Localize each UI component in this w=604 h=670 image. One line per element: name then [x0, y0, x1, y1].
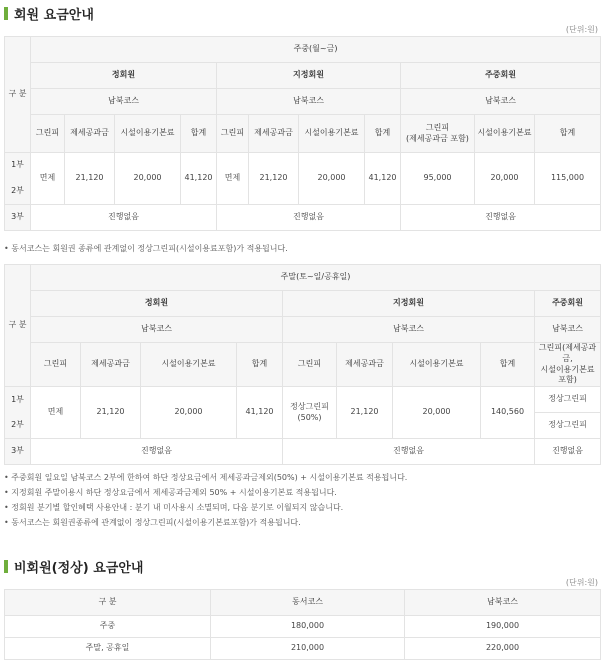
weekday-fee-table [4, 36, 601, 231]
period-header: 주중(월~금) [31, 37, 601, 63]
col-header: 시설이용기본료 [475, 115, 535, 153]
member-fee-title [4, 4, 94, 23]
fee-cell: 21,120 [337, 387, 393, 439]
nonmember-col-header: 구 분 [5, 590, 211, 616]
course-header: 남북코스 [31, 317, 283, 343]
note-item: • 지정회원 주말이용시 하단 정상요금에서 제세공과금제외 50% + 시설이용기본료 적용됩니다. [4, 488, 337, 497]
course-header: 남북코스 [217, 89, 401, 115]
fee-cell: 210,000 [211, 638, 405, 660]
col-header: 제세공과금 [249, 115, 299, 153]
row-label: 1부 [5, 387, 31, 413]
fee-cell: 20,000 [141, 387, 237, 439]
no-progress-cell: 진행없음 [283, 439, 535, 465]
gubun-header: 구 분 [5, 265, 31, 387]
no-progress-cell: 진행없음 [31, 439, 283, 465]
table-row [5, 638, 601, 660]
row-label: 2부 [5, 413, 31, 439]
fee-cell: 20,000 [393, 387, 481, 439]
col-header: 그린피 [31, 115, 65, 153]
col-header: 합계 [481, 343, 535, 387]
weekend-fee-table [4, 264, 601, 465]
fee-cell: 21,120 [65, 153, 115, 205]
unit-label: (단위:원) [565, 578, 598, 587]
note-item: • 주중회원 일요일 남북코스 2부에 한하여 하단 정상요금에서 제세공과금제외(50%) + 시설이용기본료 적용됩니다. [4, 473, 408, 482]
fee-cell: 190,000 [405, 616, 601, 638]
row-label: 3부 [5, 439, 31, 465]
nonmember-col-header: 남북코스 [405, 590, 601, 616]
no-progress-cell: 진행없음 [31, 205, 217, 231]
nonmember-col-header: 동서코스 [211, 590, 405, 616]
fee-cell: 20,000 [475, 153, 535, 205]
col-header: 합계 [181, 115, 217, 153]
col-header: 그린피 (제세공과금 포함) [401, 115, 475, 153]
nonmember-fee-title [4, 557, 143, 576]
member-type-header: 정회원 [31, 291, 283, 317]
fee-cell: 20,000 [299, 153, 365, 205]
fee-cell: 면제 [217, 153, 249, 205]
col-header: 시설이용기본료 [141, 343, 237, 387]
fee-cell: 면제 [31, 153, 65, 205]
col-header: 시설이용기본료 [393, 343, 481, 387]
fee-cell: 정상그린피 (50%) [283, 387, 337, 439]
col-header: 합계 [535, 115, 601, 153]
row-label: 2부 [5, 179, 31, 205]
course-header: 남북코스 [535, 317, 601, 343]
course-header: 남북코스 [401, 89, 601, 115]
fee-cell: 180,000 [211, 616, 405, 638]
fee-cell: 140,560 [481, 387, 535, 439]
title-accent-bar [4, 7, 8, 20]
period-header: 주말(토~일/공휴일) [31, 265, 601, 291]
note-item: • 동서코스는 회원권 종류에 관계없이 정상그린피(시설이용료포함)가 적용됩니다. [4, 244, 288, 253]
table-row [5, 616, 601, 638]
row-label: 주중 [5, 616, 211, 638]
fee-cell: 정상그린피 [535, 413, 601, 439]
fee-cell: 95,000 [401, 153, 475, 205]
fee-cell: 면제 [31, 387, 81, 439]
row-label: 1부 [5, 153, 31, 179]
unit-label: (단위:원) [565, 25, 598, 34]
fee-cell: 41,120 [365, 153, 401, 205]
fee-cell: 21,120 [249, 153, 299, 205]
row-label: 주말, 공휴일 [5, 638, 211, 660]
fee-cell: 41,120 [181, 153, 217, 205]
gubun-header: 구 분 [5, 37, 31, 153]
fee-cell: 21,120 [81, 387, 141, 439]
member-fee-title-text: 회원 요금안내 [14, 8, 94, 23]
weekday-notes [4, 241, 288, 256]
member-type-header: 지정회원 [217, 63, 401, 89]
fee-cell: 정상그린피 [535, 387, 601, 413]
title-accent-bar [4, 560, 8, 573]
col-header: 그린피 [217, 115, 249, 153]
col-header: 합계 [237, 343, 283, 387]
col-header: 그린피(제세공과금, 시설이용기본료포함) [535, 343, 601, 387]
no-progress-cell: 진행없음 [217, 205, 401, 231]
col-header: 시설이용기본료 [299, 115, 365, 153]
col-header: 시설이용기본료 [115, 115, 181, 153]
weekend-notes [4, 470, 407, 530]
col-header: 제세공과금 [337, 343, 393, 387]
member-type-header: 주중회원 [535, 291, 601, 317]
note-item: • 정회원 분기별 할인혜택 사용안내 : 분기 내 미사용시 소멸되며, 다음 분기로 이월되지 않습니다. [4, 503, 344, 512]
nonmember-fee-table [4, 589, 601, 660]
col-header: 합계 [365, 115, 401, 153]
col-header: 제세공과금 [65, 115, 115, 153]
col-header: 그린피 [283, 343, 337, 387]
fee-cell: 115,000 [535, 153, 601, 205]
no-progress-cell: 진행없음 [401, 205, 601, 231]
course-header: 남북코스 [283, 317, 535, 343]
fee-cell: 220,000 [405, 638, 601, 660]
member-type-header: 지정회원 [283, 291, 535, 317]
row-label: 3부 [5, 205, 31, 231]
col-header: 그린피 [31, 343, 81, 387]
fee-cell: 41,120 [237, 387, 283, 439]
note-item: • 동서코스는 회원권종류에 관계없이 정상그린피(시설이용기본료포함)가 적용됩니다. [4, 518, 301, 527]
col-header: 제세공과금 [81, 343, 141, 387]
member-type-header: 주중회원 [401, 63, 601, 89]
no-progress-cell: 진행없음 [535, 439, 601, 465]
nonmember-fee-title-text: 비회원(정상) 요금안내 [14, 561, 144, 576]
course-header: 남북코스 [31, 89, 217, 115]
fee-cell: 20,000 [115, 153, 181, 205]
member-type-header: 정회원 [31, 63, 217, 89]
